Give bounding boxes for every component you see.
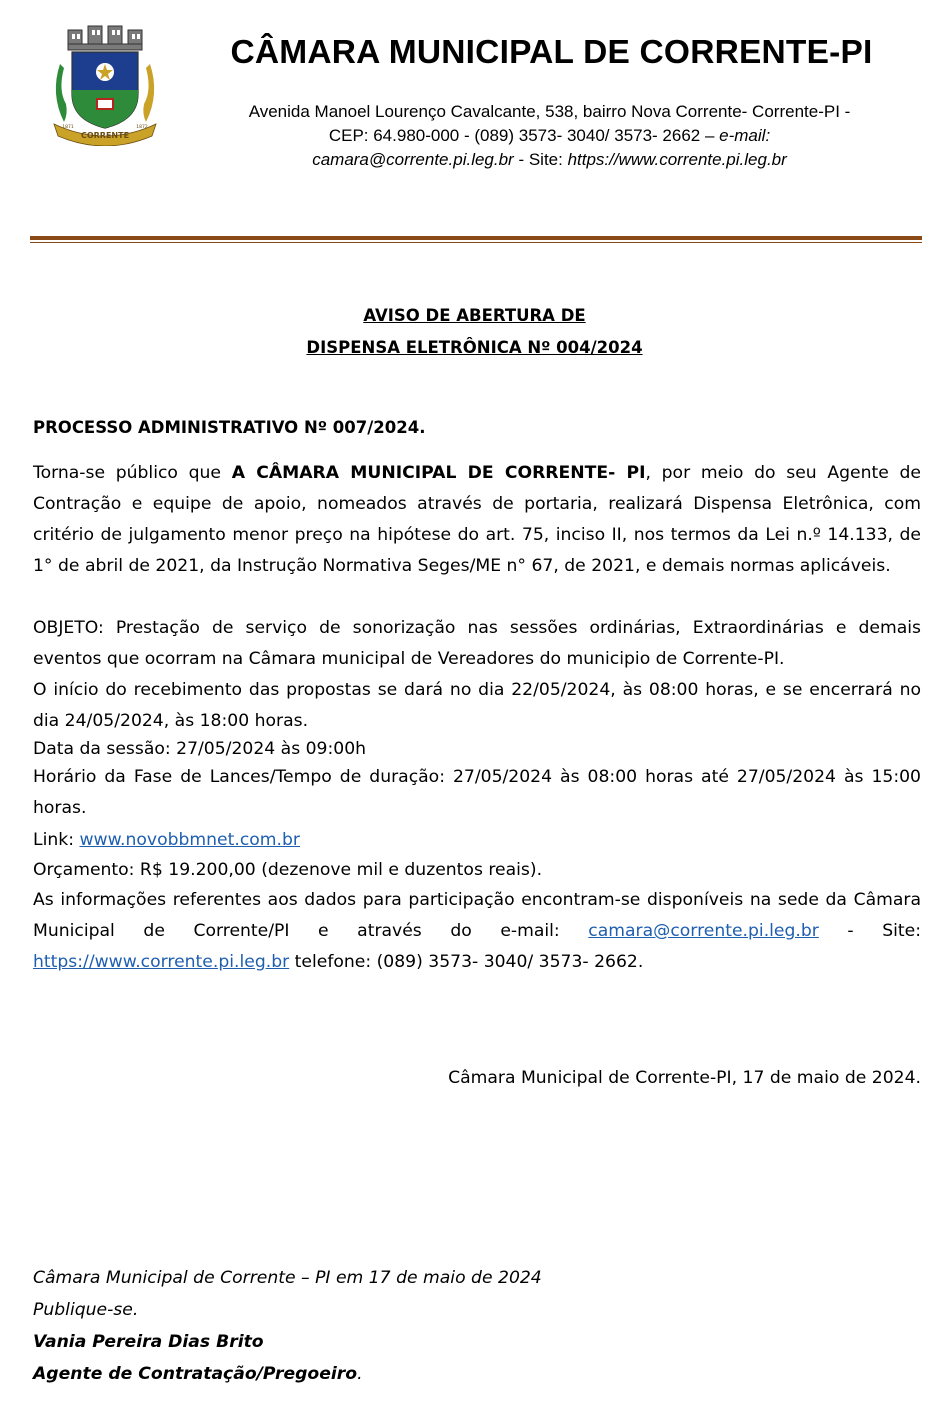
- address-site-label: - Site:: [513, 150, 568, 169]
- address-email-label: e-mail:: [719, 126, 771, 145]
- crest-left-year: 1871: [62, 125, 74, 130]
- notice-heading-line2: DISPENSA ELETRÔNICA Nº 004/2024: [306, 338, 643, 357]
- info-paragraph: [33, 885, 921, 978]
- intro-paragraph: [33, 458, 921, 582]
- header-divider: [30, 236, 922, 240]
- orcamento-line: Orçamento: R$ 19.200,00 (dezenove mil e duzentos reais).: [33, 860, 543, 880]
- signature-place-date: Câmara Municipal de Corrente – PI em 17 de maio de 2024: [33, 1268, 542, 1288]
- info-site-label: - Site:: [818, 921, 922, 941]
- bbmnet-link[interactable]: www.novobbmnet.com.br: [79, 830, 300, 850]
- link-line: [33, 825, 921, 856]
- city-date: Câmara Municipal de Corrente-PI, 17 de maio de 2024.: [448, 1068, 921, 1088]
- crest-right-year: 1872: [136, 125, 148, 130]
- email-link[interactable]: camara@corrente.pi.leg.br: [588, 921, 819, 941]
- notice-heading-line1: AVISO DE ABERTURA DE: [363, 306, 586, 325]
- signature-role-suffix: .: [357, 1364, 363, 1384]
- intro-bold-entity: A CÂMARA MUNICIPAL DE CORRENTE- PI: [231, 463, 646, 483]
- header-divider-thin: [30, 242, 922, 243]
- process-number: PROCESSO ADMINISTRATIVO Nº 007/2024.: [33, 418, 426, 437]
- signature-name: Vania Pereira Dias Brito: [33, 1332, 264, 1352]
- crest-right-branch: [143, 64, 154, 122]
- address-line-1: Avenida Manoel Lourenço Cavalcante, 538, bairro Nova Corrente- Corrente-PI -: [248, 102, 851, 121]
- signature-role: Agente de Contratação/Pregoeiro: [33, 1364, 358, 1384]
- address-site: https://www.corrente.pi.leg.br: [567, 150, 787, 169]
- link-label: Link:: [33, 830, 80, 850]
- site-link[interactable]: https://www.corrente.pi.leg.br: [33, 952, 290, 972]
- municipal-crest-logo: [46, 24, 164, 146]
- address-cep-phone: CEP: 64.980-000 - (089) 3573- 3040/ 3573- 2662 –: [328, 126, 720, 145]
- lances-paragraph: Horário da Fase de Lances/Tempo de duração: 27/05/2024 às 08:00 horas até 27/05/2024 às 15:00 horas.: [33, 767, 921, 818]
- objeto-paragraph: OBJETO: Prestação de serviço de sonorização nas sessões ordinárias, Extraordinárias e demais eventos que ocorram na Câmara municipal de Vereadores do municipio de Corrente-PI.: [33, 618, 921, 669]
- intro-text-a: Torna-se público que: [33, 463, 232, 483]
- intro-text-b: , por meio do seu Agente de Contração e equipe de apoio, nomeados através de portaria, realizará Dispensa Eletrônica, com critério de julgamento menor preço na hipótese do art. 75, inciso II, nos termos da Lei n.º 14.133, de 1° de abril de 2021, da Instrução Normativa Seges/ME n° 67, de 2021, e demais normas aplicáveis.: [33, 463, 921, 576]
- page-title: CÂMARA MUNICIPAL DE CORRENTE-PI: [230, 34, 873, 71]
- crest-left-branch: [56, 64, 67, 122]
- crest-banner-text: CORRENTE: [80, 131, 130, 140]
- info-text-a: As informações referentes aos dados para participação encontram-se disponíveis na sede da Câmara Municipal de Corrente/PI e através do e-mail:: [33, 890, 921, 941]
- signature-publish: Publique-se.: [33, 1300, 139, 1320]
- signature-role-line: [33, 1364, 363, 1384]
- address-line-3: [168, 148, 931, 172]
- header-address: [168, 100, 931, 172]
- sessao-line: Data da sessão: 27/05/2024 às 09:00h: [33, 739, 367, 759]
- recebimento-paragraph: O início do recebimento das propostas se dará no dia 22/05/2024, às 08:00 horas, e se encerrará no dia 24/05/2024, às 18:00 horas.: [33, 680, 921, 731]
- address-line-2: [168, 124, 931, 148]
- info-phone: telefone: (089) 3573- 3040/ 3573- 2662.: [289, 952, 644, 972]
- address-email: camara@corrente.pi.leg.br: [312, 150, 514, 169]
